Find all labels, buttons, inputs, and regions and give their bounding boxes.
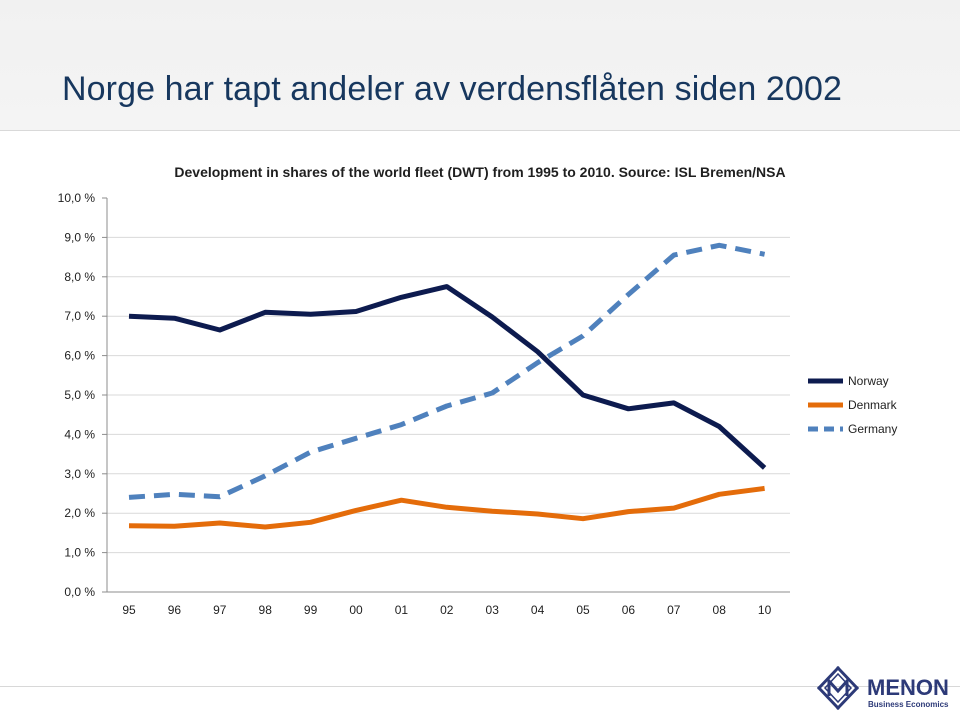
series-line-germany	[129, 245, 765, 497]
legend-label-germany: Germany	[848, 422, 898, 436]
logo-wordmark: MENON	[867, 675, 949, 700]
x-tick-label: 01	[394, 603, 409, 617]
y-tick-label: 3,0 %	[64, 466, 95, 481]
logo-subtitle: Business Economics	[868, 700, 949, 709]
x-tick-label: 03	[485, 603, 499, 617]
x-tick-label: 97	[213, 603, 227, 617]
y-tick-label: 8,0 %	[64, 269, 95, 284]
x-tick-label: 07	[667, 603, 681, 617]
y-tick-label: 0,0 %	[64, 585, 95, 599]
y-tick-label: 6,0 %	[64, 348, 95, 363]
x-tick-label: 05	[576, 603, 590, 617]
logo-emblem-icon	[817, 666, 858, 709]
chart-title: Development in shares of the world fleet (DWT) from 1995 to 2010. Source: ISL Bremen/NSA	[174, 164, 786, 180]
series-line-denmark	[129, 488, 765, 527]
y-tick-label: 4,0 %	[64, 427, 95, 442]
x-tick-label: 95	[122, 603, 136, 617]
x-tick-label: 00	[349, 603, 363, 617]
x-tick-label: 96	[167, 603, 182, 617]
x-tick-label: 04	[530, 603, 545, 617]
legend-label-denmark: Denmark	[848, 398, 897, 412]
legend-label-norway: Norway	[848, 374, 889, 388]
x-tick-label: 08	[712, 603, 726, 617]
y-tick-label: 7,0 %	[64, 309, 95, 324]
series-lines	[129, 245, 765, 527]
menon-logo	[815, 664, 955, 714]
x-axis-ticks	[122, 603, 771, 617]
y-tick-label: 1,0 %	[64, 545, 95, 560]
y-tick-label: 10,0 %	[57, 191, 95, 205]
x-tick-label: 98	[258, 603, 272, 617]
series-line-norway	[129, 287, 765, 468]
y-tick-label: 2,0 %	[64, 506, 95, 521]
y-tick-label: 5,0 %	[64, 388, 95, 402]
legend	[808, 374, 898, 436]
x-tick-label: 10	[757, 603, 772, 617]
x-tick-label: 06	[621, 603, 636, 617]
x-tick-label: 02	[440, 603, 454, 617]
x-tick-label: 99	[303, 603, 318, 617]
slide-title: Norge har tapt andeler av verdensflåten siden 2002	[62, 70, 842, 108]
y-tick-label: 9,0 %	[64, 230, 95, 245]
